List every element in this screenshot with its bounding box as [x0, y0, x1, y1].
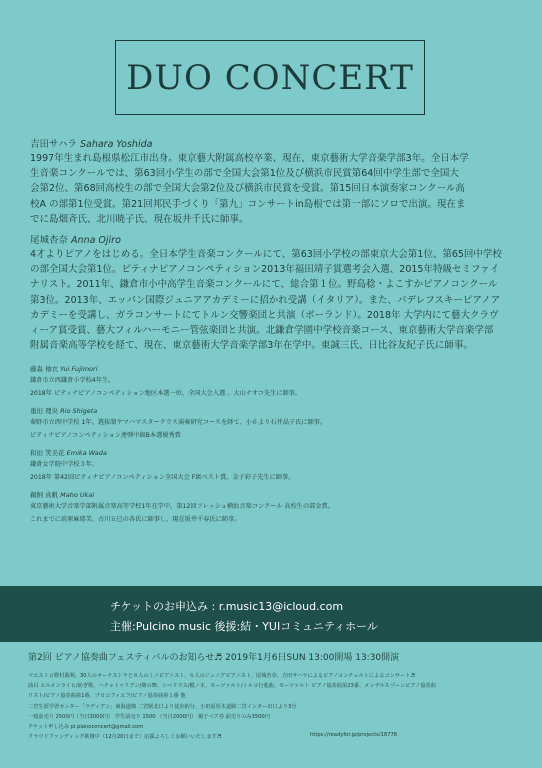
performer-name: 鵜飼 真帆 Maho Ukai: [30, 491, 95, 500]
ticket-email[interactable]: チケット申し込み pl.pianoconcert@gmail.com: [28, 724, 144, 731]
performer-name: 和田 笑美花 Emika Wada: [30, 449, 107, 458]
title-box: [115, 40, 425, 115]
performer-name: 尾城杏奈 Anna Ojiro: [30, 235, 121, 247]
performer-yui-fujimori: [30, 364, 525, 400]
performer-name: 吉田サハラ Sahara Yoshida: [30, 139, 153, 150]
performer-rio-shigeta: [30, 406, 525, 442]
performer-sahara-yoshida: [30, 138, 525, 227]
crowdfunding-link[interactable]: https://readyfor.jp/projects/18778: [310, 732, 398, 739]
notice-line: クラウドファンディング挑戦中（12月20日まで）応援よろしくお願いいたします♬: [28, 734, 222, 741]
performer-bio: 鎌倉女学院中学校３年。 2018年 第42回ピティナピアノコンペティション全国大会 F級ベスト賞。金子彩子先生に師事。: [30, 461, 295, 482]
festival-heading: 第2回 ピアノ協奏曲フェスティバルのお知らせ♬ 2019年1月6日SUN 13:00開場 13:30開演: [28, 653, 400, 663]
crowdfunding-row: [28, 732, 528, 742]
performer-bio: 鎌倉市立西鎌倉小学校4年生。 2018年 ピティナピアノコンペティション地区本選一位、全国大会入選 。大山ナオコ先生に師事。: [30, 377, 302, 398]
festival-notice: [28, 651, 528, 742]
sponsor-line: 主催:Pulcino music 後援:結・YUIコミュニティホール: [110, 620, 378, 633]
notice-line: 二宮生涯学習センター「ラディアン」東海道線 二宮駅北口より徒歩約分、小田原厚木道路二宮インター出口より3分: [28, 703, 297, 710]
performer-bio: 4才よりピアノをはじめる。全日本学生音楽コンクールにて、第63回小学校の部東京大会第1位、第65回中学校 の部全国大会第1位。ピティナピアノコンペティション2013年福田靖子賞選考会入選、2015年特級セミファイ ナリスト。2011年、鎌倉市小中高学生音楽コンクールにて、総合第１位。野島稔・よこすかピアノコンクール 第3位。2013年、エッパン国際ジュニアアカデミーに招かれ受講（イタリア）。また、パデレフスキーピアノア カデミーを受講し、ガラコンサートにてトルン交響楽団と共演（ポーランド）。2018年 大学内にて藝大クラヴ ィーア賞受賞、藝大フィルハーモニー管弦楽団と共演。北鎌倉学園中学校音楽コース、東京藝術大学音楽学部 附属音楽高等学校を経て、現在、東京藝術大学音楽学部3年在学中。東誠三氏、日比谷友紀子氏に師事。: [30, 249, 502, 352]
page-title: DUO CONCERT: [126, 57, 414, 98]
performer-bio: 1997年生まれ島根県松江市出身。東京藝大附属高校卒業、現在、東京藝術大学音楽学部3年。全日本学 生音楽コンクールでは、第63回小学生の部で全国大会第1位及び横浜市民賞第64回中学生部で全国大 会第2位、第68回高校生の部で全国大会第2位及び横浜市民賞を受賞。第15回日本演奏家コンクール高 校A の部第1位受賞。第21回邦民手づくり「第九」コンサートin島根では第一部にソロで出演。現在ま でに島畑斉氏、北川暁子氏、現在坂井千氏に師事。: [30, 153, 469, 225]
notice-line: 曲目 エルメンライヒ/紡ぎ歌、ハチャトゥリアン/剣の舞、シベリウス/樅ノ木、モーツァルト/トルコ行進曲、モーツァルト ピアノ協奏曲第23番、メンデルスゾーンピアノ協奏曲: [28, 683, 436, 690]
notice-line: 一般前売り 2500円（当日3000円） 学生前売り 1500 （当日2000円） 親子ペア券 前売りのみ3500円: [28, 713, 270, 720]
performer-bio: 東京藝術大学音楽学部附属音楽高等学校1年在学中。第12回フレッシュ横浜音楽コンクール 高校生の部金賞。 これまでに前原麻耶美、古川五巳の各氏に師事し、現在坂井千春氏に師事。: [30, 503, 334, 524]
performer-name: 重田 理央 Rio Shigeta: [30, 407, 98, 416]
notice-line: リスト/ピアノ協奏曲第1番、プロコフィエフ/ピアノ協奏曲第１番 他: [28, 693, 186, 700]
ticket-band: [0, 586, 542, 642]
performer-anna-ojiro: [30, 234, 525, 353]
performer-bio: 秦野市立西中学校 1年。選抜制ヤマハマスタークラス演奏研究コースを経て、小６より石井晶子氏に師事。 ピティナピアノコンペティション連弾中級B本選優秀賞: [30, 419, 327, 440]
performer-emika-wada: [30, 448, 525, 484]
performer-maho-ukai: [30, 490, 525, 526]
performer-bios: [30, 138, 525, 532]
performer-name: 藤森 柚衣 Yui Fujimori: [30, 365, 98, 374]
notice-line: マエストロ野村眞利、30人のオーケストラと８人のミニピアニスト、６人のジュニアピアニスト、尾城杏奈、吉田サハラによるピアノコンチェルトによるコンサート♬: [28, 673, 416, 679]
ticket-contact[interactable]: チケットのお申込み : r.music13@icloud.com: [110, 600, 344, 613]
